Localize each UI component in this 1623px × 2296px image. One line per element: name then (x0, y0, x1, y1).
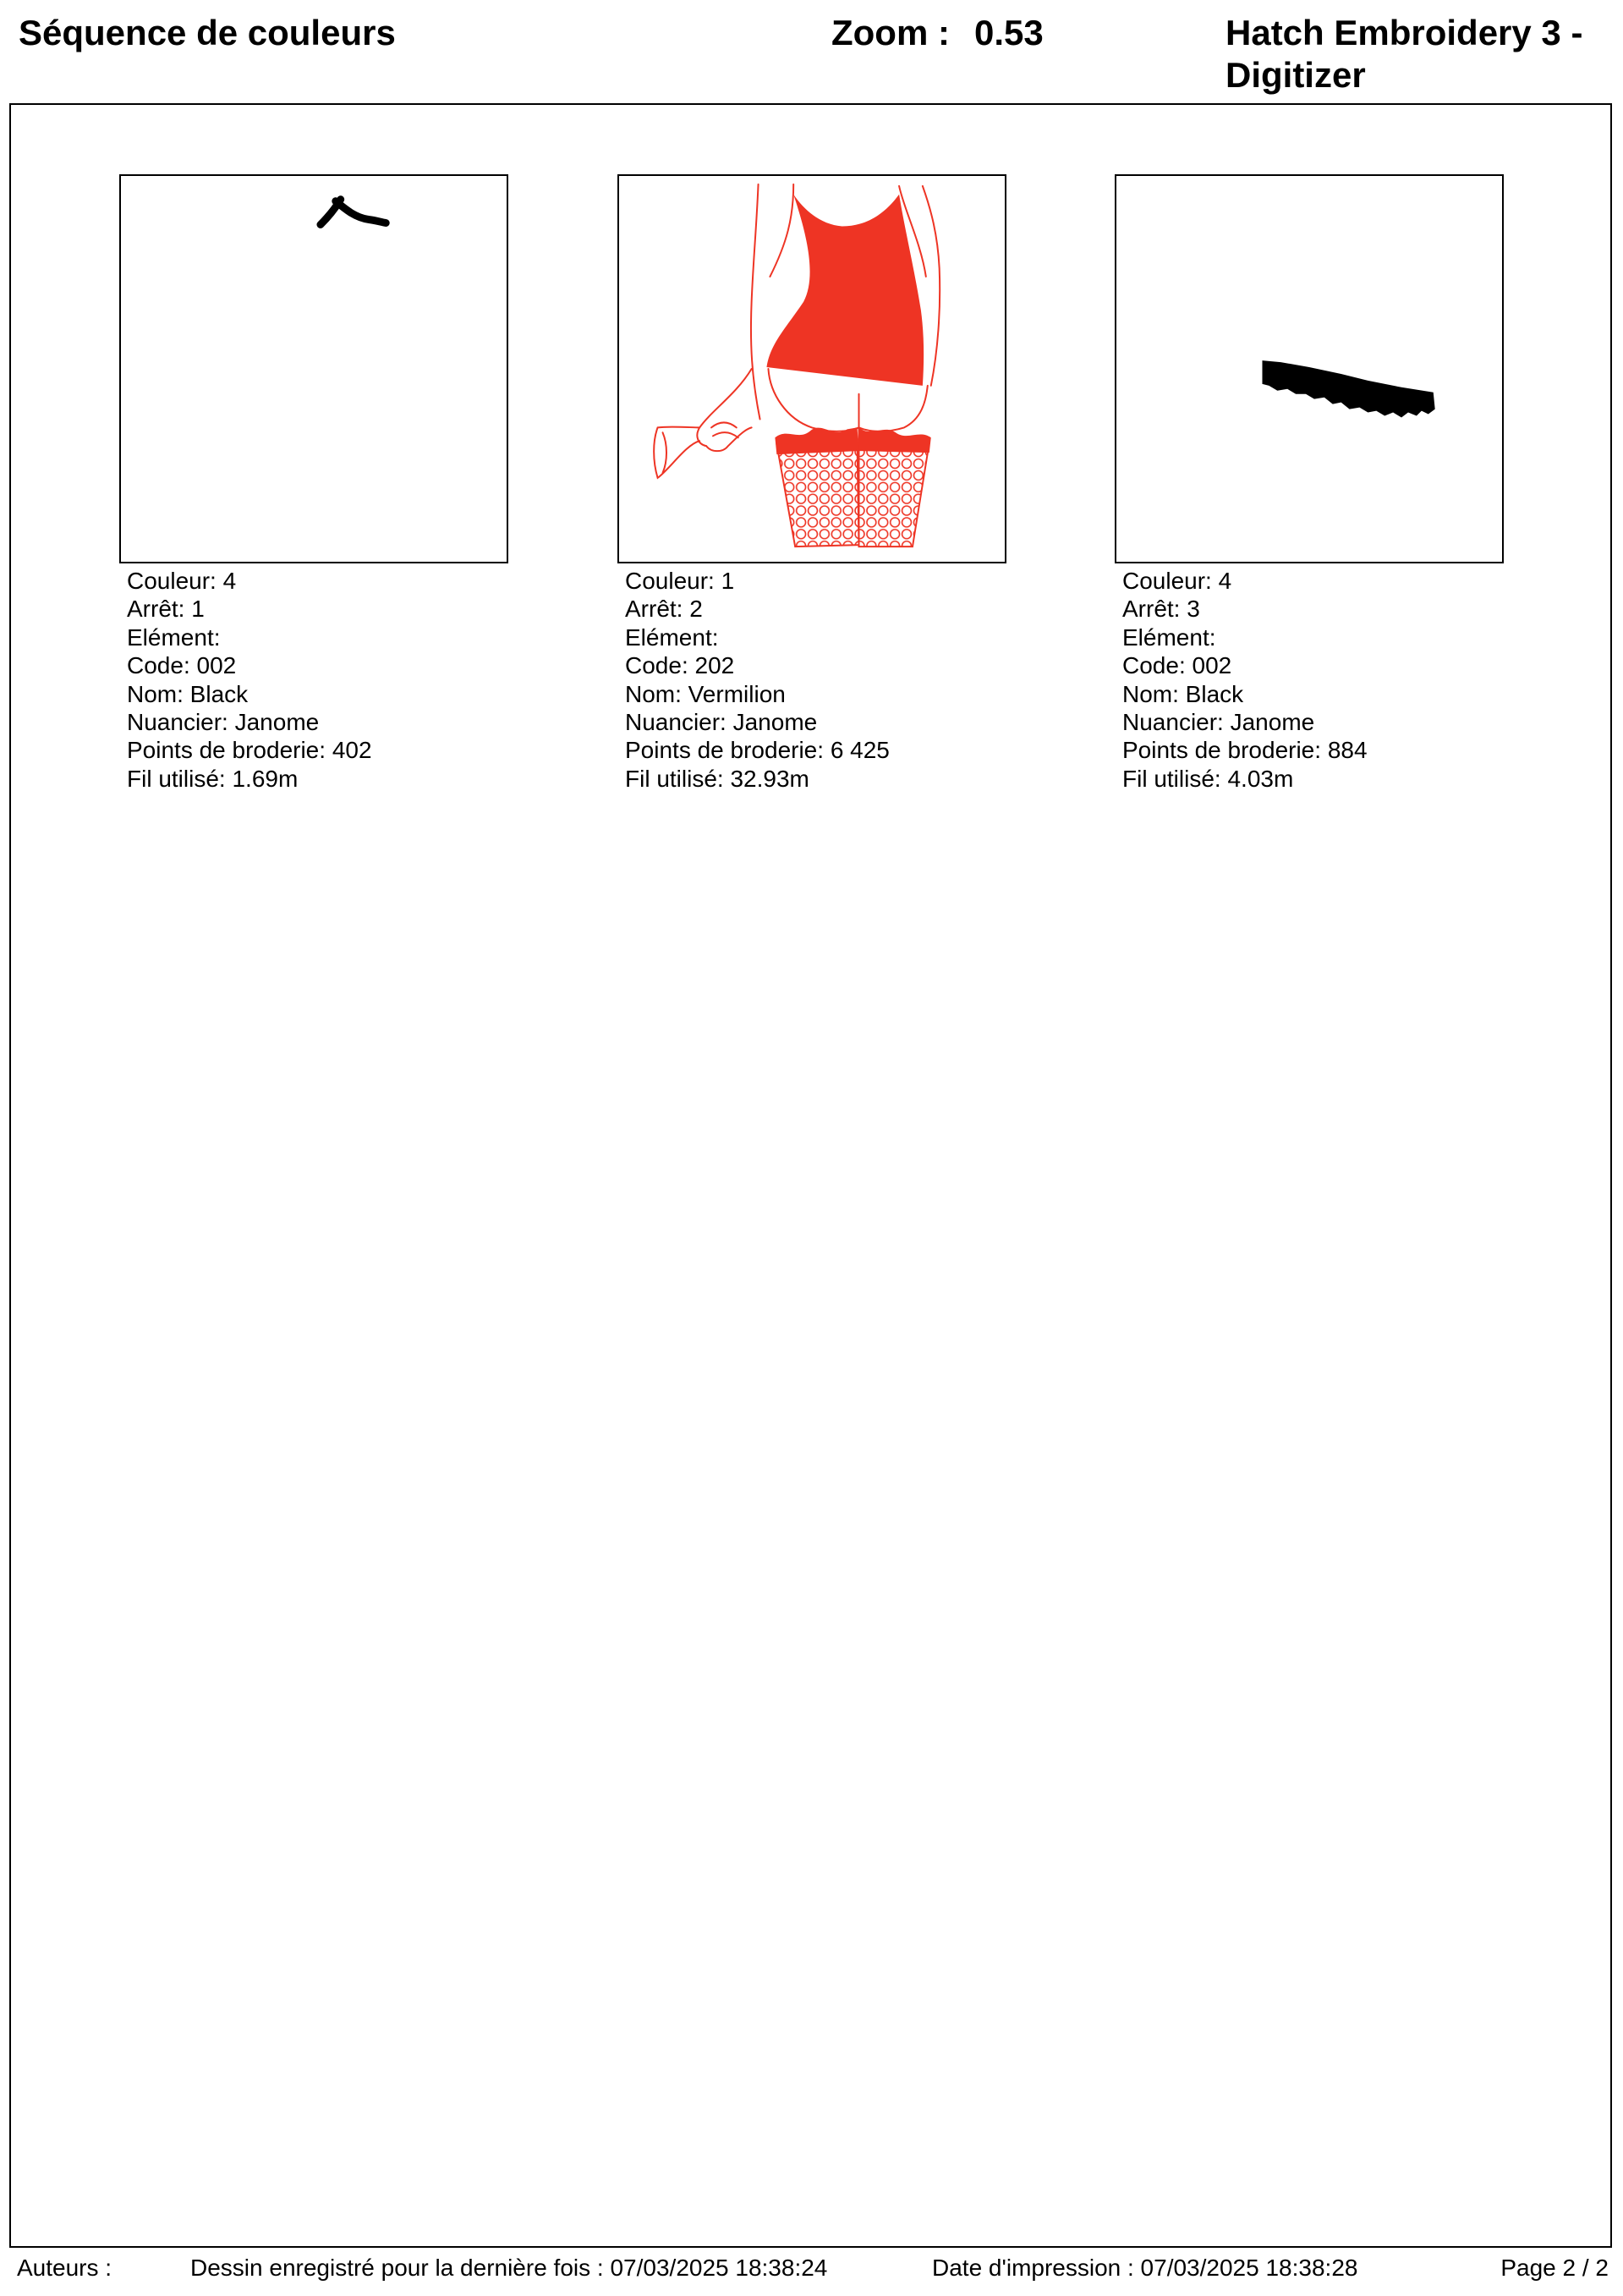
arret-field: Arrêt: 1 (127, 596, 205, 623)
nuancier-field: Nuancier: Janome (1122, 709, 1315, 736)
points-field: Points de broderie: 884 (1122, 737, 1368, 764)
points-field: Points de broderie: 6 425 (625, 737, 890, 764)
color-stop-card (617, 174, 1006, 793)
vermilion-figure-stitch-preview (619, 176, 1005, 562)
color-stop-card (119, 174, 508, 793)
black-arc-stitch-preview (121, 176, 507, 562)
page-title: Séquence de couleurs (19, 13, 396, 52)
footer-page-number: Page 2 / 2 (1500, 2255, 1609, 2281)
nom-field: Nom: Vermilion (625, 680, 786, 707)
couleur-field: Couleur: 4 (1122, 568, 1232, 594)
code-field: Code: 002 (1122, 652, 1232, 679)
black-band-stitch-preview (1116, 176, 1502, 562)
code-field: Code: 002 (127, 652, 237, 679)
nuancier-field: Nuancier: Janome (625, 709, 818, 736)
stop-thumbnail (119, 174, 508, 563)
element-field: Elément: (127, 623, 221, 651)
element-field: Elément: (1122, 623, 1216, 651)
stop-details (119, 567, 508, 793)
points-field: Points de broderie: 402 (127, 737, 372, 764)
couleur-field: Couleur: 1 (625, 568, 735, 594)
footer-saved-date: Dessin enregistré pour la dernière fois : 07/03/2025 18:38:24 (190, 2255, 828, 2281)
fil-field: Fil utilisé: 32.93m (625, 765, 809, 792)
stop-details (617, 567, 1006, 793)
nuancier-field: Nuancier: Janome (127, 709, 320, 736)
nom-field: Nom: Black (127, 680, 249, 707)
arret-field: Arrêt: 3 (1122, 596, 1200, 623)
code-field: Code: 202 (625, 652, 735, 679)
fil-field: Fil utilisé: 1.69m (127, 765, 299, 792)
app-name: Hatch Embroidery 3 - Digitizer (1225, 13, 1583, 95)
stop-details (1115, 567, 1504, 793)
element-field: Elément: (625, 623, 719, 651)
zoom-value: 0.53 (974, 13, 1044, 52)
fil-field: Fil utilisé: 4.03m (1122, 765, 1294, 792)
footer-print-date: Date d'impression : 07/03/2025 18:38:28 (932, 2255, 1358, 2281)
couleur-field: Couleur: 4 (127, 568, 237, 594)
color-stop-card (1115, 174, 1504, 793)
stop-thumbnail (1115, 174, 1504, 563)
arret-field: Arrêt: 2 (625, 596, 703, 623)
nom-field: Nom: Black (1122, 680, 1244, 707)
stop-thumbnail (617, 174, 1006, 563)
zoom-label: Zoom : (831, 13, 950, 52)
footer-authors: Auteurs : (17, 2255, 112, 2281)
